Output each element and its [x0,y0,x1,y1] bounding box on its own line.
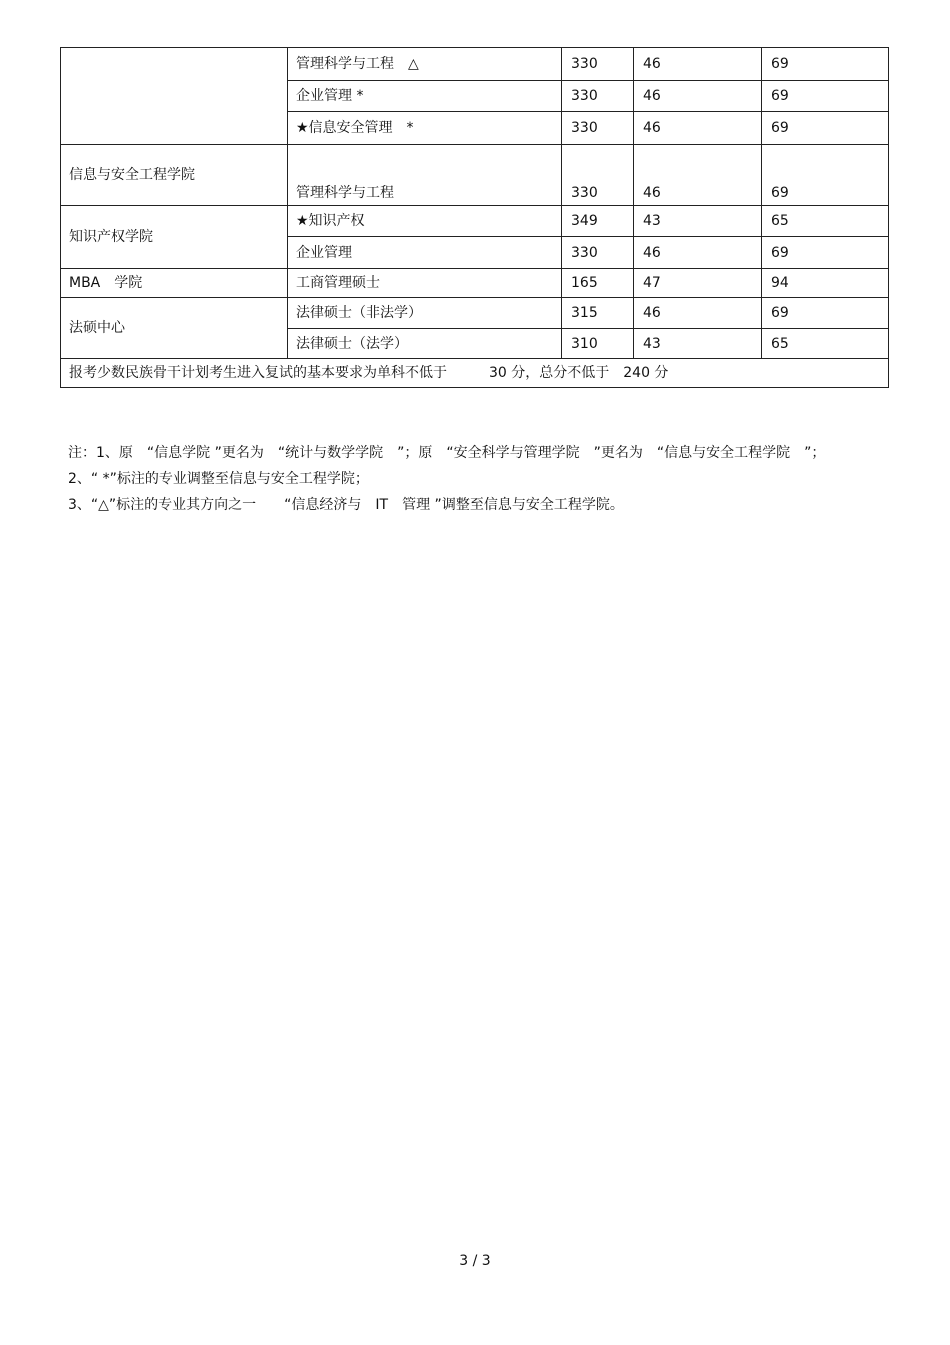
single-score-over-100-cell: 65 [762,206,889,237]
single-score-over-100-cell: 69 [762,237,889,269]
score-table [60,47,889,388]
major-cell: 法律硕士（非法学） [288,298,562,329]
major-cell: 管理科学与工程 [288,145,562,206]
table-row [61,269,889,298]
single-score-over-100-cell: 69 [762,48,889,81]
single-score-100-cell: 46 [634,112,762,145]
note-line-1: 注：1、原 “信息学院 ”更名为 “统计与数学学院 ”；原 “安全科学与管理学院 ”更名为 “信息与安全工程学院 ”； [68,445,826,461]
college-cell [61,48,288,145]
total-score-cell: 330 [562,81,634,112]
single-score-100-cell: 47 [634,269,762,298]
single-score-100-cell: 46 [634,81,762,112]
single-score-over-100-cell: 69 [762,145,889,206]
total-score-cell: 310 [562,329,634,359]
table-footer-note: 报考少数民族骨干计划考生进入复试的基本要求为单科不低于 30 分，总分不低于 240 分 [61,359,889,388]
total-score-cell: 330 [562,48,634,81]
single-score-over-100-cell: 69 [762,298,889,329]
major-cell: 管理科学与工程 △ [288,48,562,81]
major-cell: ★信息安全管理 * [288,112,562,145]
college-cell: 知识产权学院 [61,206,288,269]
total-score-cell: 165 [562,269,634,298]
total-score-cell: 330 [562,237,634,269]
table-row [61,206,889,237]
single-score-100-cell: 43 [634,206,762,237]
single-score-100-cell: 46 [634,145,762,206]
college-cell: 法硕中心 [61,298,288,359]
note-line-2: 2、“ *”标注的专业调整至信息与安全工程学院； [68,471,369,487]
total-score-cell: 315 [562,298,634,329]
total-score-cell: 330 [562,112,634,145]
major-cell: 企业管理 [288,237,562,269]
table-row [61,359,889,388]
major-cell: 企业管理 * [288,81,562,112]
table-row [61,48,889,81]
single-score-over-100-cell: 69 [762,81,889,112]
note-line-3: 3、“△”标注的专业其方向之一 “信息经济与 IT 管理 ”调整至信息与安全工程学院。 [68,497,624,513]
total-score-cell: 330 [562,145,634,206]
single-score-over-100-cell: 65 [762,329,889,359]
college-cell: MBA 学院 [61,269,288,298]
single-score-100-cell: 43 [634,329,762,359]
single-score-100-cell: 46 [634,298,762,329]
major-cell: 工商管理硕士 [288,269,562,298]
single-score-over-100-cell: 69 [762,112,889,145]
single-score-100-cell: 46 [634,48,762,81]
total-score-cell: 349 [562,206,634,237]
table-row [61,298,889,329]
major-cell: ★知识产权 [288,206,562,237]
page-number: 3 / 3 [459,1253,491,1269]
single-score-100-cell: 46 [634,237,762,269]
college-cell: 信息与安全工程学院 [61,145,288,206]
single-score-over-100-cell: 94 [762,269,889,298]
major-cell: 法律硕士（法学） [288,329,562,359]
table-row [61,145,889,206]
